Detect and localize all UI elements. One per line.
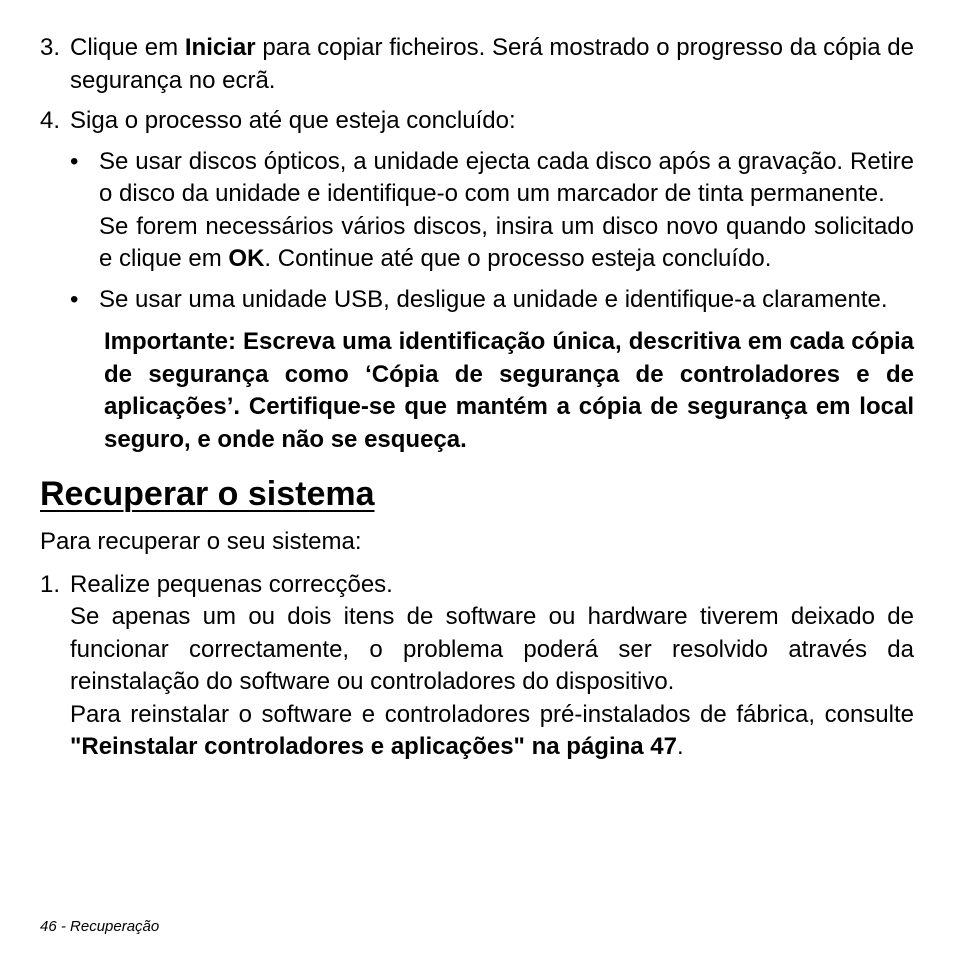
section-intro: Para recuperar o seu sistema: bbox=[40, 528, 362, 555]
step-text: Siga o processo até que esteja concluído: bbox=[70, 107, 516, 134]
important-note: Importante: Escreva uma identificação única, descritiva em cada cópia de segurança como ‘Cópia de segurança de controladores e de aplicações’. Certifique-se que mantém a cópia de segurança em local seguro, e onde não se esqueça. bbox=[104, 328, 914, 453]
step-1 bbox=[40, 569, 914, 764]
step-text: Clique em Iniciar para copiar ficheiros. Será mostrado o progresso da cópia de segurança no ecrã. bbox=[70, 34, 914, 94]
bullet-marker: • bbox=[70, 147, 79, 175]
bullet-marker: • bbox=[70, 285, 79, 313]
bullet-usb-drive bbox=[40, 284, 914, 317]
bullet-optical-discs bbox=[40, 146, 914, 276]
cross-reference-link[interactable]: "Reinstalar controladores e aplicações" na página 47 bbox=[70, 733, 677, 760]
iniciar-keyword: Iniciar bbox=[184, 34, 256, 61]
step-number: 3. bbox=[40, 34, 61, 61]
step-number: 1. bbox=[40, 570, 61, 598]
section-heading: Recuperar o sistema bbox=[40, 475, 375, 513]
bullet-text: Se usar uma unidade USB, desligue a unidade e identifique-a claramente. bbox=[99, 285, 888, 313]
document-page bbox=[40, 32, 914, 764]
ok-keyword: OK bbox=[228, 245, 265, 272]
bullet-text-continued: Se forem necessários vários discos, insira um disco novo quando solicitado e clique em OK. Continue até que o processo esteja concluído. bbox=[99, 212, 914, 272]
step-paragraph: Se apenas um ou dois itens de software ou hardware tiverem deixado de funcionar correctamente, o problema poderá ser resolvido através da reinstalação do software ou controladores do dispositivo. bbox=[70, 603, 914, 695]
step-3 bbox=[40, 32, 914, 97]
page-footer: 46 - Recuperação bbox=[40, 918, 160, 935]
step-4 bbox=[40, 105, 914, 138]
bullet-text: Se usar discos ópticos, a unidade ejecta cada disco após a gravação. Retire o disco da unidade e identifique-o com um marcador de tinta permanente. bbox=[99, 147, 914, 207]
step-number: 4. bbox=[40, 107, 61, 134]
step-paragraph: Para reinstalar o software e controladores pré-instalados de fábrica, consulte "Reinstalar controladores e aplicações" na página 47. bbox=[70, 700, 914, 760]
step-title: Realize pequenas correcções. bbox=[70, 570, 393, 598]
